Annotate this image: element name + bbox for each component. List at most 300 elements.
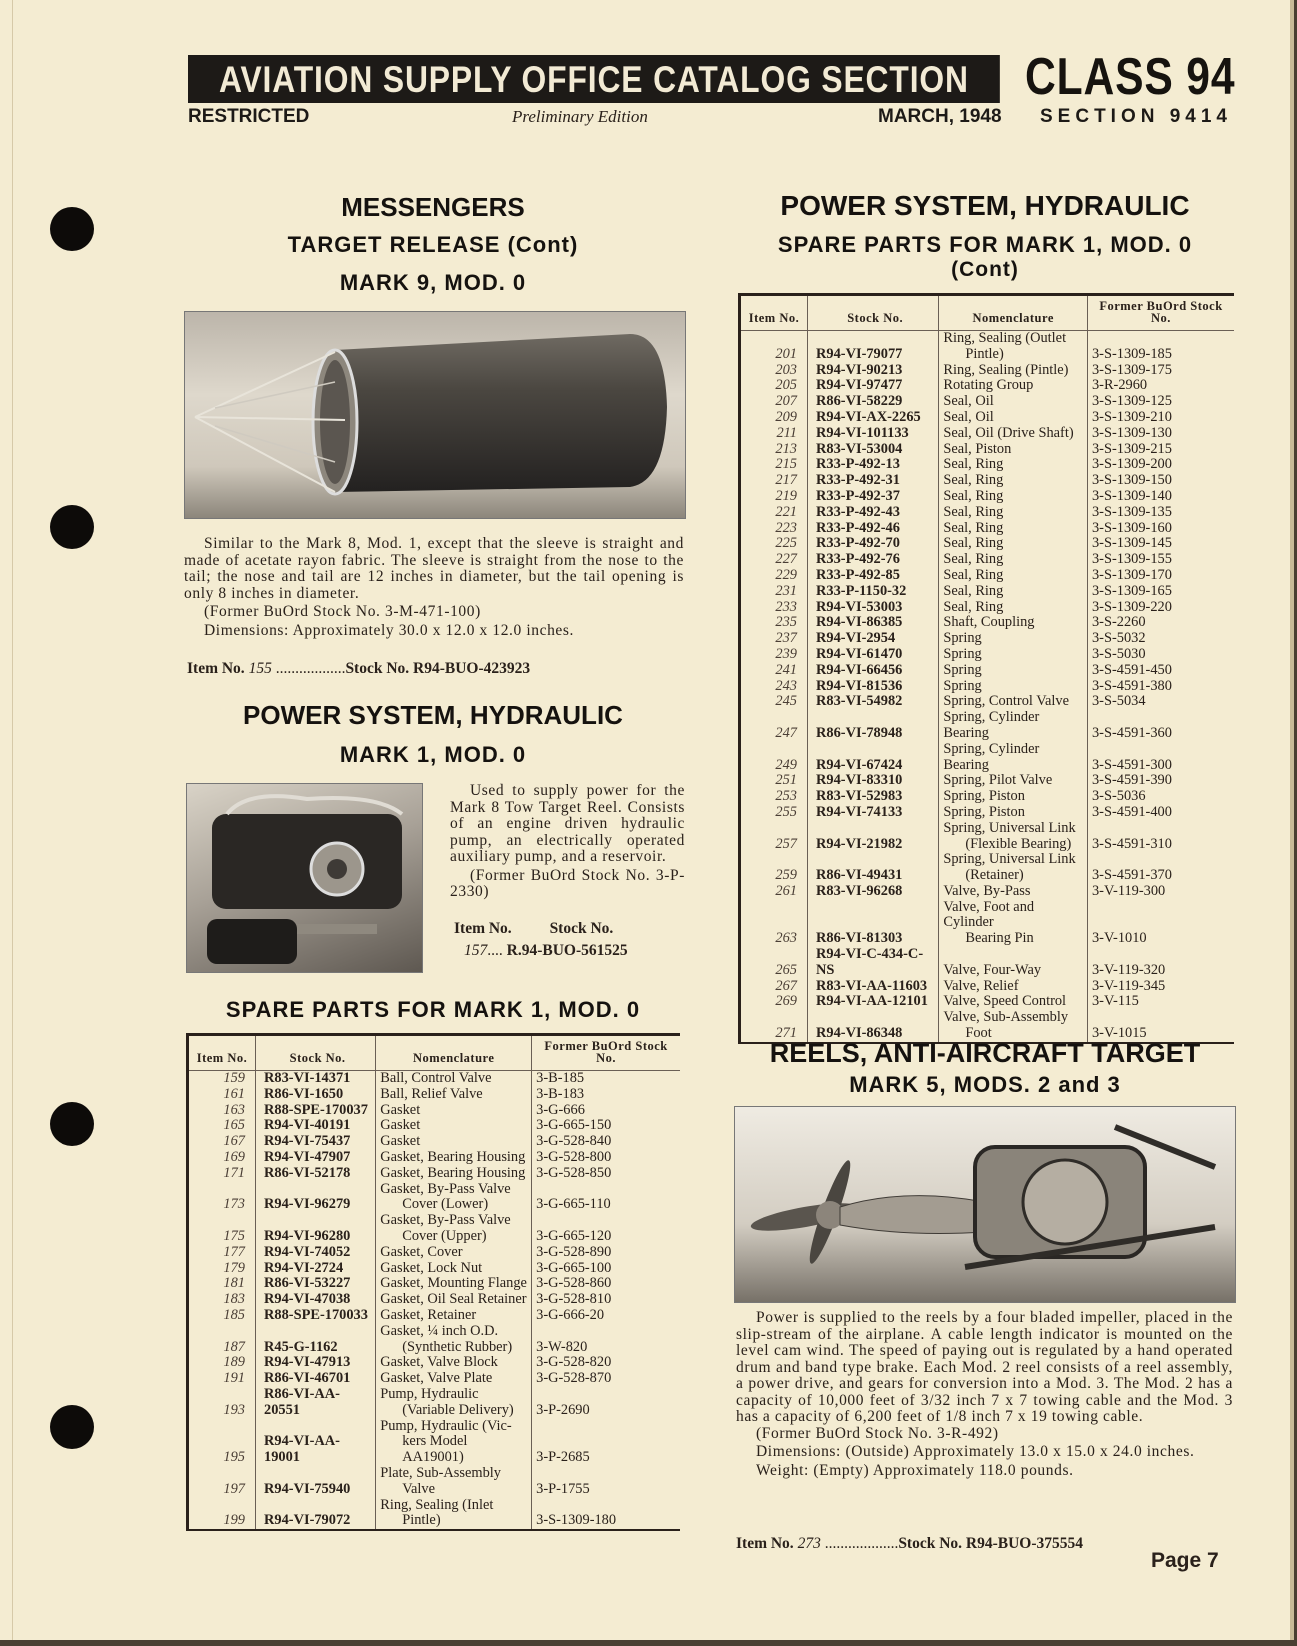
- former-stock-cell: 3-P-2690: [536, 1401, 590, 1418]
- nomenclature-cell: Gasket, By-Pass Valve Cover (Upper): [376, 1213, 532, 1245]
- nomenclature-cell: Seal, Ring: [939, 584, 1088, 600]
- item-number-cell: 207: [740, 394, 808, 410]
- table-row: [740, 947, 1235, 979]
- stock-number-cell: R94-VI-74133: [808, 805, 939, 821]
- hydraulic-power-unit-photo: [186, 783, 423, 973]
- stock-number-cell: R86-VI-1650: [256, 1087, 376, 1103]
- item-number-cell: 195: [188, 1419, 256, 1466]
- item-number-cell: 229: [740, 568, 808, 584]
- cont-label: (Cont): [951, 258, 1019, 281]
- table-row: [740, 694, 1235, 710]
- stock-number-cell: R94-VI-96280: [256, 1213, 376, 1245]
- nomenclature-cell: Ball, Relief Valve: [376, 1087, 532, 1103]
- item-number-cell: 253: [740, 789, 808, 805]
- former-stock-cell: 3-V-119-320: [1091, 961, 1166, 978]
- stock-number-cell: R86-VI-46701: [256, 1371, 376, 1387]
- table-row: [740, 994, 1235, 1010]
- item-number-cell: 239: [740, 647, 808, 663]
- class-label: CLASS 94: [1025, 48, 1236, 106]
- item-number-cell: 183: [188, 1292, 256, 1308]
- table-row: [740, 473, 1235, 489]
- item-number-cell: 169: [188, 1150, 256, 1166]
- stock-number-cell: R94-VI-75940: [256, 1466, 376, 1498]
- former-stock-cell: 3-G-665-110: [536, 1196, 611, 1213]
- former-stock-cell: 3-S-1309-200: [1091, 456, 1172, 473]
- former-stock-cell: 3-V-1010: [1091, 930, 1147, 947]
- date-label: MARCH, 1948: [878, 106, 1002, 127]
- former-stock-cell: 3-G-528-850: [536, 1164, 612, 1181]
- former-stock-cell: 3-S-5032: [1091, 630, 1146, 647]
- stock-number-cell: R33-P-492-13: [808, 457, 939, 473]
- table-row: [740, 442, 1235, 458]
- stock-number-cell: R94-VI-47907: [256, 1150, 376, 1166]
- nomenclature-cell: Gasket, Valve Block: [376, 1355, 532, 1371]
- table-row: [188, 1182, 681, 1214]
- spare-parts-title: SPARE PARTS FOR MARK 1, MOD. 0: [225, 997, 641, 1022]
- former-stock-cell: 3-S-5036: [1091, 788, 1146, 805]
- nomenclature-cell: Gasket, ¼ inch O.D. (Synthetic Rubber): [376, 1324, 532, 1356]
- stock-number-cell: R94-VI-2954: [808, 631, 939, 647]
- nomenclature-cell: Valve, By-Pass: [939, 884, 1088, 900]
- table-row: [188, 1308, 681, 1324]
- table-row: [188, 1466, 681, 1498]
- stock-number-cell: R94-VI-79077: [808, 331, 939, 363]
- table-row: [740, 600, 1235, 616]
- target-sleeve-illustration: [185, 312, 685, 518]
- table-row: [740, 679, 1235, 695]
- former-stock-cell: 3-S-4591-380: [1091, 677, 1172, 694]
- former-stock-cell: 3-G-666: [536, 1101, 585, 1118]
- power-item-headers: Item No. Stock No.: [454, 920, 614, 937]
- target-sleeve-photo: [184, 311, 686, 519]
- item-number-cell: 251: [740, 773, 808, 789]
- table-row: [740, 631, 1235, 647]
- nomenclature-cell: Spring: [939, 647, 1088, 663]
- table-row: [740, 457, 1235, 473]
- nomenclature-cell: Ring, Sealing (Outlet Pintle): [939, 331, 1088, 363]
- item-number-cell: 175: [188, 1213, 256, 1245]
- former-stock-cell: 3-S-1309-220: [1091, 598, 1172, 615]
- item-number-cell: 247: [740, 710, 808, 742]
- former-stock-cell: 3-G-528-840: [536, 1133, 612, 1150]
- page-fold-line: [12, 0, 13, 1640]
- table-row: [188, 1150, 681, 1166]
- nomenclature-cell: Spring, Control Valve: [939, 694, 1088, 710]
- stock-number-cell: R33-P-492-85: [808, 568, 939, 584]
- former-stock-cell: 3-S-1309-145: [1091, 535, 1172, 552]
- table-row: [188, 1087, 681, 1103]
- mark9-model: MARK 9, MOD. 0: [339, 270, 527, 295]
- nomenclature-cell: Gasket, Bearing Housing: [376, 1166, 532, 1182]
- stock-number-cell: R45-G-1162: [256, 1324, 376, 1356]
- item-number-cell: 231: [740, 584, 808, 600]
- former-stock-cell: 3-S-1309-155: [1091, 551, 1172, 568]
- item-number-cell: 167: [188, 1134, 256, 1150]
- table-row: [740, 647, 1235, 663]
- item-number-cell: 165: [188, 1118, 256, 1134]
- item-number-cell: 263: [740, 900, 808, 947]
- table-row: [188, 1419, 681, 1466]
- item-number-cell: 265: [740, 947, 808, 979]
- reels-title: REELS, ANTI-AIRCRAFT TARGET: [769, 1038, 1201, 1068]
- former-stock-cell: 3-S-1309-135: [1091, 503, 1172, 520]
- former-stock-cell: 3-G-528-820: [536, 1354, 612, 1371]
- stock-number-cell: R94-VI-75437: [256, 1134, 376, 1150]
- former-stock-cell: 3-S-1309-130: [1091, 424, 1172, 441]
- stock-number-cell: R33-P-492-70: [808, 536, 939, 552]
- table-row: [188, 1118, 681, 1134]
- nomenclature-cell: Gasket, Lock Nut: [376, 1261, 532, 1277]
- item-number-cell: 199: [188, 1498, 256, 1531]
- item-number-cell: 227: [740, 552, 808, 568]
- item-number-cell: 223: [740, 521, 808, 537]
- item-number-cell: 211: [740, 426, 808, 442]
- item-number-cell: 189: [188, 1355, 256, 1371]
- former-stock-cell: 3-V-1015: [1091, 1025, 1147, 1042]
- spare-parts-table-right: Item No. Stock No. Nomenclature Former BuOrd Stock No. 201 R94-VI-79077 Ring, Sealing (Outlet Pintle) 3-S-1309-185 203 R94-VI-90213 Ring, Sealing (Pintle) 3-S-1309-175 205 R94-VI-97477 Rotating Group 3-R-2960 207 R86-VI-58229 Seal, Oil 3-S-1309-125 209 R94-VI-AX-2265 Seal, Oil 3-S-1309-210 211 R94-VI-101133 Seal, Oil (Drive Shaft) 3-S-1309-130 213 R83-VI-53004 Seal, Piston 3-S-1309-215 215 R33-P-492-13 Seal, Ring 3-S-1309-200 217 R33-P-492-31 Seal, Ring 3-S-1309-150 219 R33-P-492-37 Seal, Ring 3-S-1309-140 221 R33-P-492-43 Seal, Ring 3-S-1309-135 223 R33-P-492-46 Seal, Ring 3-S-1309-160 225 R33-P-492-70 Seal, Ring 3-S-1309-145 227 R33-P-492-76 Seal, Ring 3-S-1309-155 229 R33-P-492-85 Seal, Ring 3-S-1309-170 231 R33-P-1150-32 Seal, Ring 3-S-1309-165 233 R94-VI-53003 Seal, Ring 3-S-1309-220 235 R94-VI-86385 Shaft, Coupling 3-S-2260 237 R94-VI-2954 Spring 3-S-5032 239 R94-VI-61470 Spring 3-S-5030 241 R94-VI-66456 Spring 3-S-4591-450 243 R94-VI-81536 Spring 3-S-4591-380 245 R83-VI-54982 Spring, Control Valve 3-S-5034 247 R86-VI-78948 Spring, Cylinder Bearing 3-S-4591-360 249 R94-VI-67424 Spring, Cylinder Bearing 3-S-4591-300 251 R94-VI-83310 Spring, Pilot Valve 3-S-4591-390 253 R83-VI-52983 Spring, Piston 3-S-5036 255 R94-VI-74133 Spring, Piston 3-S-4591-400 257 R94-VI-21982 Spring, Universal Link (Flexible Bearing) 3-S-4591-310 259 R86-VI-49431 Spring, Universal Link (Retainer) 3-S-4591-370 261 R83-VI-96268 Valve, By-Pass 3-V-119-300 263 R86-VI-81303 Valve, Foot and Cylinder Bearing Pin 3-V-1010 265 R94-VI-C-434-C-NS Valve, Four-Way 3-V-119-320 267 R83-VI-AA-11603 Valve, Relief 3-V-119-345 269 R94-VI-AA-12101 Valve, Speed Control 3-V-115 271 R94-VI-86348 Valve, Sub-Assembly Foot 3-V-1015: [738, 293, 1234, 1044]
- table-row: [740, 410, 1235, 426]
- edition-label: Preliminary Edition: [512, 107, 648, 126]
- former-stock-cell: 3-S-1309-180: [536, 1512, 617, 1529]
- nomenclature-cell: Gasket: [376, 1134, 532, 1150]
- stock-number-cell: R94-VI-2724: [256, 1261, 376, 1277]
- reels-description: Power is supplied to the reels by a four bladed impeller, placed in the slip-stream of the airplane. A cable length indicator is mounted on the level cam wind. The speed of paying out is regulated by a hand operated drum and band type brake. Each Mod. 2 reel consists of a reel assembly, a power drive, and gears for conversion into a Mod. 3. The Mod. 2 has a capacity of 10,000 feet of 3/32 inch 7 x 7 towing cable and the Mod. 3 has a capacity of 6,200 feet of 1/8 inch 7 x 19 towing cable. (Former BuOrd Stock No. 3-R-492) Dimensions: (Outside) Approximately 13.0 x 15.0 x 24.0 inches. Weight: (Empty) Approximately 118.0 pounds.: [736, 1309, 1233, 1479]
- nomenclature-cell: Spring, Universal Link (Retainer): [939, 852, 1088, 884]
- former-stock-cell: 3-S-4591-370: [1091, 867, 1172, 884]
- table-row: [740, 536, 1235, 552]
- former-stock-cell: 3-S-4591-390: [1091, 772, 1172, 789]
- nomenclature-cell: Seal, Ring: [939, 552, 1088, 568]
- item-number-cell: 255: [740, 805, 808, 821]
- former-stock-cell: 3-G-665-120: [536, 1227, 612, 1244]
- table-row: [740, 521, 1235, 537]
- table-row: [740, 394, 1235, 410]
- messengers-stock-number: R94-BUO-423923: [413, 660, 531, 677]
- former-stock-cell: 3-S-4591-300: [1091, 756, 1172, 773]
- item-number-cell: 187: [188, 1324, 256, 1356]
- table-row: [188, 1134, 681, 1150]
- stock-number-cell: R33-P-492-76: [808, 552, 939, 568]
- power-item-line: 157.... R.94-BUO-561525: [464, 942, 628, 959]
- nomenclature-cell: Gasket, Cover: [376, 1245, 532, 1261]
- power-description: Used to supply power for the Mark 8 Tow Target Reel. Consists of an engine driven hydraulic pump, an electrically operated auxiliary pump, and a reservoir. (Former BuOrd Stock No. 3-P-2330): [450, 782, 685, 900]
- nomenclature-cell: Seal, Oil: [939, 394, 1088, 410]
- item-number-cell: 217: [740, 473, 808, 489]
- item-number-cell: 261: [740, 884, 808, 900]
- table-row: [740, 821, 1235, 853]
- former-stock-cell: 3-S-1309-175: [1091, 361, 1172, 378]
- former-stock-cell: 3-S-1309-140: [1091, 487, 1172, 504]
- item-number-cell: 271: [740, 1010, 808, 1043]
- stock-number-cell: R83-VI-96268: [808, 884, 939, 900]
- item-number-cell: 159: [188, 1071, 256, 1087]
- stock-number-cell: R33-P-492-46: [808, 521, 939, 537]
- nomenclature-cell: Valve, Speed Control: [939, 994, 1088, 1010]
- stock-number-cell: R94-VI-53003: [808, 600, 939, 616]
- stock-number-cell: R86-VI-AA-20551: [256, 1387, 376, 1419]
- table-row: [740, 505, 1235, 521]
- item-number-cell: 215: [740, 457, 808, 473]
- item-number-cell: 257: [740, 821, 808, 853]
- item-number-cell: 241: [740, 663, 808, 679]
- spare-parts-table-left: Item No. Stock No. Nomenclature Former BuOrd Stock No. 159 R83-VI-14371 Ball, Control Valve 3-B-185 161 R86-VI-1650 Ball, Relief Valve 3-B-183 163 R88-SPE-170037 Gasket 3-G-666 165 R94-VI-40191 Gasket 3-G-665-150 167 R94-VI-75437 Gasket 3-G-528-840 169 R94-VI-47907 Gasket, Bearing Housing 3-G-528-800 171 R86-VI-52178 Gasket, Bearing Housing 3-G-528-850 173 R94-VI-96279 Gasket, By-Pass Valve Cover (Lower) 3-G-665-110 175 R94-VI-96280 Gasket, By-Pass Valve Cover (Upper) 3-G-665-120 177 R94-VI-74052 Gasket, Cover 3-G-528-890 179 R94-VI-2724 Gasket, Lock Nut 3-G-665-100 181 R86-VI-53227 Gasket, Mounting Flange 3-G-528-860 183 R94-VI-47038 Gasket, Oil Seal Retainer 3-G-528-810 185 R88-SPE-170033 Gasket, Retainer 3-G-666-20 187 R45-G-1162 Gasket, ¼ inch O.D. (Synthetic Rubber) 3-W-820 189 R94-VI-47913 Gasket, Valve Block 3-G-528-820 191 R86-VI-46701 Gasket, Valve Plate 3-G-528-870 193 R86-VI-AA-20551 Pump, Hydraulic (Variable Delivery) 3-P-2690 195 R94-VI-AA-19001 Pump, Hydraulic (Vic- kers Model AA19001) 3-P-2685 197 R94-VI-75940 Plate, Sub-Assembly Valve 3-P-1755 199 R94-VI-79072 Ring, Sealing (Inlet Pintle) 3-S-1309-180: [186, 1033, 680, 1531]
- stock-number-cell: R94-VI-67424: [808, 742, 939, 774]
- former-stock-cell: 3-V-119-300: [1091, 882, 1166, 899]
- former-stock-cell: 3-V-119-345: [1091, 977, 1166, 994]
- stock-number-cell: R94-VI-81536: [808, 679, 939, 695]
- restricted-label: RESTRICTED: [188, 106, 310, 127]
- stock-number-cell: R33-P-492-37: [808, 489, 939, 505]
- item-number-cell: 171: [188, 1166, 256, 1182]
- reels-stock-number: R94-BUO-375554: [965, 1535, 1084, 1552]
- stock-number-cell: R83-VI-52983: [808, 789, 939, 805]
- nomenclature-cell: Gasket, Bearing Housing: [376, 1150, 532, 1166]
- stock-number-cell: R33-P-1150-32: [808, 584, 939, 600]
- nomenclature-cell: Gasket, By-Pass Valve Cover (Lower): [376, 1182, 532, 1214]
- item-number-cell: 267: [740, 979, 808, 995]
- former-stock-cell: 3-S-4591-450: [1091, 661, 1172, 678]
- reels-model: MARK 5, MODS. 2 and 3: [849, 1072, 1121, 1097]
- stock-number-cell: R86-VI-58229: [808, 394, 939, 410]
- item-number-cell: 173: [188, 1182, 256, 1214]
- nomenclature-cell: Valve, Foot and Cylinder Bearing Pin: [939, 900, 1088, 947]
- stock-number-cell: R83-VI-54982: [808, 694, 939, 710]
- item-number-cell: 221: [740, 505, 808, 521]
- former-stock-cell: 3-G-665-150: [536, 1117, 612, 1134]
- nomenclature-cell: Valve, Sub-Assembly Foot: [939, 1010, 1088, 1043]
- item-number-cell: 181: [188, 1276, 256, 1292]
- stock-number-cell: R83-VI-14371: [256, 1071, 376, 1087]
- stock-number-cell: R94-VI-61470: [808, 647, 939, 663]
- target-release-subtitle: TARGET RELEASE (Cont): [287, 232, 579, 257]
- former-stock-cell: 3-S-4591-310: [1091, 835, 1172, 852]
- stock-number-cell: R83-VI-53004: [808, 442, 939, 458]
- table-row: [740, 426, 1235, 442]
- stock-number-cell: R94-VI-101133: [808, 426, 939, 442]
- item-number-cell: 177: [188, 1245, 256, 1261]
- stock-number-cell: R94-VI-AA-19001: [256, 1419, 376, 1466]
- item-number-cell: 249: [740, 742, 808, 774]
- nomenclature-cell: Gasket, Oil Seal Retainer: [376, 1292, 532, 1308]
- stock-number-cell: R83-VI-AA-11603: [808, 979, 939, 995]
- stock-number-cell: R94-VI-74052: [256, 1245, 376, 1261]
- stock-number-cell: R94-VI-47038: [256, 1292, 376, 1308]
- table-row: [188, 1103, 681, 1119]
- item-number-cell: 233: [740, 600, 808, 616]
- former-stock-cell: 3-G-528-810: [536, 1291, 612, 1308]
- table-row: [740, 773, 1235, 789]
- nomenclature-cell: Gasket: [376, 1103, 532, 1119]
- item-number-cell: 209: [740, 410, 808, 426]
- table-row: [188, 1292, 681, 1308]
- nomenclature-cell: Seal, Ring: [939, 457, 1088, 473]
- former-stock-cell: 3-S-1309-125: [1091, 393, 1172, 410]
- table-row: [740, 805, 1235, 821]
- stock-number-cell: R86-VI-53227: [256, 1276, 376, 1292]
- nomenclature-cell: Gasket, Mounting Flange: [376, 1276, 532, 1292]
- nomenclature-cell: Rotating Group: [939, 378, 1088, 394]
- nomenclature-cell: Seal, Ring: [939, 473, 1088, 489]
- item-number-cell: 259: [740, 852, 808, 884]
- table-row: [740, 584, 1235, 600]
- table-row: [740, 663, 1235, 679]
- nomenclature-cell: Spring, Piston: [939, 789, 1088, 805]
- nomenclature-cell: Plate, Sub-Assembly Valve: [376, 1466, 532, 1498]
- former-stock-cell: 3-B-185: [536, 1070, 585, 1086]
- nomenclature-cell: Ring, Sealing (Pintle): [939, 363, 1088, 379]
- stock-number-cell: R94-VI-86348: [808, 1010, 939, 1043]
- former-stock-cell: 3-S-1309-215: [1091, 440, 1172, 457]
- item-number-cell: 269: [740, 994, 808, 1010]
- binder-hole: [50, 1405, 94, 1449]
- former-stock-cell: 3-S-1309-170: [1091, 566, 1172, 583]
- table-row: [740, 852, 1235, 884]
- table-row: [188, 1213, 681, 1245]
- nomenclature-cell: Ring, Sealing (Inlet Pintle): [376, 1498, 532, 1531]
- item-number-cell: 197: [188, 1466, 256, 1498]
- former-stock-cell: 3-G-666-20: [536, 1306, 605, 1323]
- former-stock-cell: 3-P-2685: [536, 1449, 590, 1466]
- nomenclature-cell: Seal, Ring: [939, 536, 1088, 552]
- item-number-cell: 193: [188, 1387, 256, 1419]
- table-row: [740, 331, 1235, 363]
- stock-number-cell: R94-VI-83310: [808, 773, 939, 789]
- target-reel-photo: [734, 1106, 1236, 1303]
- power-system-title-right: POWER SYSTEM, HYDRAULIC: [780, 190, 1190, 221]
- table-row: [188, 1387, 681, 1419]
- table-row: [740, 552, 1235, 568]
- former-stock-cell: 3-V-115: [1091, 993, 1139, 1010]
- table-row: [740, 615, 1235, 631]
- former-stock-cell: 3-G-528-890: [536, 1243, 612, 1260]
- stock-number-cell: R86-VI-52178: [256, 1166, 376, 1182]
- former-stock-cell: 3-R-2960: [1091, 377, 1148, 394]
- nomenclature-cell: Spring, Cylinder Bearing: [939, 742, 1088, 774]
- item-number-cell: 235: [740, 615, 808, 631]
- stock-number-cell: R94-VI-96279: [256, 1182, 376, 1214]
- former-stock-cell: 3-S-4591-400: [1091, 803, 1172, 820]
- former-stock-cell: 3-S-5030: [1091, 645, 1146, 662]
- item-number-cell: 219: [740, 489, 808, 505]
- table-row: [188, 1261, 681, 1277]
- nomenclature-cell: Seal, Ring: [939, 505, 1088, 521]
- nomenclature-cell: Valve, Relief: [939, 979, 1088, 995]
- reels-item-line: Item No. 273 ...................Stock No. R94-BUO-375554: [736, 1535, 1084, 1552]
- item-number-cell: 163: [188, 1103, 256, 1119]
- item-number-cell: 243: [740, 679, 808, 695]
- table-row: [740, 884, 1235, 900]
- reel-illustration: [735, 1107, 1235, 1302]
- nomenclature-cell: Seal, Ring: [939, 600, 1088, 616]
- item-number-cell: 237: [740, 631, 808, 647]
- nomenclature-cell: Spring, Cylinder Bearing: [939, 710, 1088, 742]
- nomenclature-cell: Shaft, Coupling: [939, 615, 1088, 631]
- table-row: [740, 979, 1235, 995]
- power-stock-number: R.94-BUO-561525: [506, 942, 628, 959]
- table-row: [188, 1166, 681, 1182]
- former-stock-cell: 3-G-528-870: [536, 1370, 612, 1387]
- item-number-cell: 203: [740, 363, 808, 379]
- stock-number-cell: R86-VI-81303: [808, 900, 939, 947]
- hydraulic-unit-illustration: [187, 784, 422, 972]
- stock-number-cell: R33-P-492-43: [808, 505, 939, 521]
- former-stock-cell: 3-G-528-800: [536, 1148, 612, 1165]
- binder-hole: [50, 505, 94, 549]
- item-number-cell: 161: [188, 1087, 256, 1103]
- stock-number-cell: R88-SPE-170033: [256, 1308, 376, 1324]
- stock-number-cell: R94-VI-21982: [808, 821, 939, 853]
- stock-number-cell: R94-VI-97477: [808, 378, 939, 394]
- former-stock-cell: 3-B-183: [536, 1085, 585, 1102]
- former-stock-cell: 3-S-1309-185: [1091, 345, 1172, 362]
- former-stock-cell: 3-S-1309-160: [1091, 519, 1172, 536]
- item-number-cell: 225: [740, 536, 808, 552]
- table-row: [188, 1355, 681, 1371]
- former-stock-cell: 3-S-4591-360: [1091, 724, 1172, 741]
- former-stock-cell: 3-W-820: [536, 1338, 588, 1355]
- former-stock-cell: 3-G-528-860: [536, 1275, 612, 1292]
- stock-number-cell: R86-VI-49431: [808, 852, 939, 884]
- table-row: [188, 1324, 681, 1356]
- item-number-cell: 185: [188, 1308, 256, 1324]
- nomenclature-cell: Spring, Pilot Valve: [939, 773, 1088, 789]
- binder-hole: [50, 207, 94, 251]
- former-stock-cell: 3-P-1755: [536, 1480, 590, 1497]
- table-row: [740, 568, 1235, 584]
- nomenclature-cell: Seal, Piston: [939, 442, 1088, 458]
- nomenclature-cell: Gasket: [376, 1118, 532, 1134]
- nomenclature-cell: Spring: [939, 663, 1088, 679]
- power-system-title: POWER SYSTEM, HYDRAULIC: [243, 700, 623, 730]
- nomenclature-cell: Spring, Universal Link (Flexible Bearing): [939, 821, 1088, 853]
- former-stock-cell: 3-S-1309-150: [1091, 472, 1172, 489]
- table-row: [740, 742, 1235, 774]
- nomenclature-cell: Seal, Oil (Drive Shaft): [939, 426, 1088, 442]
- table-row: [740, 710, 1235, 742]
- item-number-cell: 191: [188, 1371, 256, 1387]
- former-stock-cell: 3-G-665-100: [536, 1259, 612, 1276]
- messengers-title: MESSENGERS: [341, 192, 525, 222]
- section-label: SECTION 9414: [1040, 106, 1232, 127]
- nomenclature-cell: Pump, Hydraulic (Variable Delivery): [376, 1387, 532, 1419]
- item-number-cell: 201: [740, 331, 808, 363]
- table-row: [188, 1498, 681, 1531]
- former-stock-cell: 3-S-1309-210: [1091, 408, 1172, 425]
- binder-hole: [50, 1102, 94, 1146]
- stock-number-cell: R94-VI-79072: [256, 1498, 376, 1531]
- nomenclature-cell: Gasket, Valve Plate: [376, 1371, 532, 1387]
- nomenclature-cell: Pump, Hydraulic (Vic- kers Model AA19001): [376, 1419, 532, 1466]
- stock-number-cell: R94-VI-66456: [808, 663, 939, 679]
- table-row: [740, 363, 1235, 379]
- item-number-cell: 179: [188, 1261, 256, 1277]
- mark1-model: MARK 1, MOD. 0: [339, 742, 527, 767]
- catalog-banner: AVIATION SUPPLY OFFICE CATALOG SECTION: [188, 55, 1000, 103]
- nomenclature-cell: Spring, Piston: [939, 805, 1088, 821]
- table-row: [188, 1071, 681, 1087]
- nomenclature-cell: Ball, Control Valve: [376, 1071, 532, 1087]
- table-row: [740, 900, 1235, 947]
- table-row: [740, 489, 1235, 505]
- messengers-item-line: Item No. 155 ..................Stock No. R94-BUO-423923: [187, 660, 531, 677]
- stock-number-cell: R94-VI-47913: [256, 1355, 376, 1371]
- stock-number-cell: R33-P-492-31: [808, 473, 939, 489]
- table-row: [188, 1245, 681, 1261]
- nomenclature-cell: Seal, Ring: [939, 568, 1088, 584]
- nomenclature-cell: Valve, Four-Way: [939, 947, 1088, 979]
- spare-parts-subtitle-right: SPARE PARTS FOR MARK 1, MOD. 0: [777, 232, 1193, 257]
- nomenclature-cell: Spring: [939, 679, 1088, 695]
